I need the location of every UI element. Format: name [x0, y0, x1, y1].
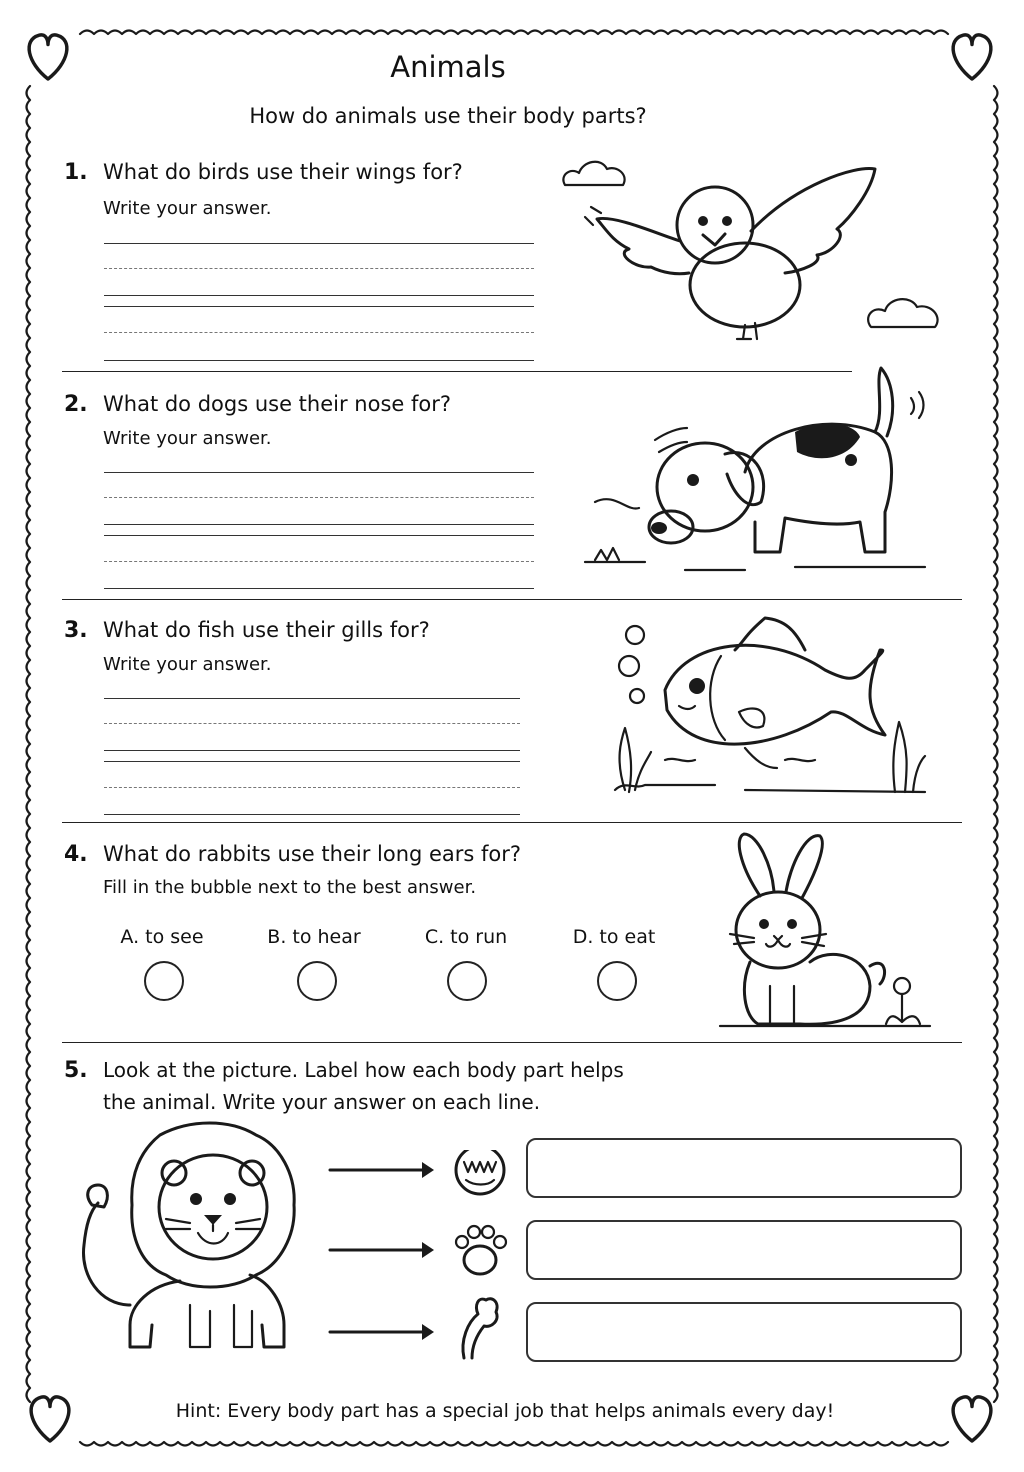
question-2-instruction: Write your answer.: [103, 428, 272, 449]
answer-line[interactable]: [104, 243, 534, 244]
paw-answer-box[interactable]: [526, 1220, 962, 1280]
page-subtitle: How do animals use their body parts?: [249, 104, 647, 128]
bird-icon: [555, 145, 955, 350]
answer-guide-line: [104, 268, 534, 269]
section-divider: [62, 599, 962, 600]
answer-guide-line: [104, 497, 534, 498]
question-1-instruction: Write your answer.: [103, 198, 272, 219]
answer-line[interactable]: [104, 524, 534, 525]
answer-line[interactable]: [104, 750, 520, 751]
question-3-instruction: Write your answer.: [103, 654, 272, 675]
question-4-text: What do rabbits use their long ears for?: [103, 842, 522, 866]
question-1-number: 1.: [64, 160, 88, 185]
answer-guide-line: [104, 723, 520, 724]
answer-line[interactable]: [104, 814, 520, 815]
option-d-label: D. to eat: [572, 926, 656, 948]
fish-icon: [595, 610, 935, 815]
answer-line[interactable]: [104, 588, 534, 589]
answer-line[interactable]: [104, 535, 534, 536]
tail-icon: [463, 1299, 497, 1358]
option-d-bubble[interactable]: [597, 961, 637, 1001]
answer-line[interactable]: [104, 698, 520, 699]
question-1-text: What do birds use their wings for?: [103, 160, 463, 184]
hint-text: Hint: Every body part has a special job that helps animals every day!: [175, 1400, 835, 1422]
dog-icon: [575, 362, 935, 582]
question-5-text-line2: the animal. Write your answer on each line.: [103, 1090, 541, 1114]
option-c-label: C. to run: [424, 926, 508, 948]
section-divider: [62, 1042, 962, 1043]
heart-icon: [953, 35, 991, 79]
question-5-text: Look at the picture. Label how each body part helps: [103, 1058, 624, 1082]
body-part-arrows: [328, 1150, 508, 1360]
lion-icon: [70, 1115, 335, 1365]
teeth-icon: [456, 1150, 504, 1194]
question-2-number: 2.: [64, 392, 88, 417]
question-4-number: 4.: [64, 842, 88, 867]
paw-icon: [456, 1226, 506, 1274]
answer-line[interactable]: [104, 761, 520, 762]
option-c-bubble[interactable]: [447, 961, 487, 1001]
question-3-number: 3.: [64, 618, 88, 643]
option-a-bubble[interactable]: [144, 961, 184, 1001]
section-divider: [62, 822, 962, 823]
answer-guide-line: [104, 787, 520, 788]
page-title: Animals: [390, 50, 506, 84]
tail-answer-box[interactable]: [526, 1302, 962, 1362]
question-3-text: What do fish use their gills for?: [103, 618, 430, 642]
answer-line[interactable]: [104, 360, 534, 361]
answer-guide-line: [104, 561, 534, 562]
option-a-label: A. to see: [120, 926, 204, 948]
answer-guide-line: [104, 332, 534, 333]
question-2-text: What do dogs use their nose for?: [103, 392, 451, 416]
rabbit-icon: [710, 826, 940, 1036]
option-b-bubble[interactable]: [297, 961, 337, 1001]
answer-line[interactable]: [104, 472, 534, 473]
option-b-label: B. to hear: [267, 926, 361, 948]
teeth-answer-box[interactable]: [526, 1138, 962, 1198]
question-4-instruction: Fill in the bubble next to the best answer.: [103, 877, 477, 898]
answer-line[interactable]: [104, 306, 534, 307]
question-5-number: 5.: [64, 1058, 88, 1083]
answer-line[interactable]: [104, 295, 534, 296]
